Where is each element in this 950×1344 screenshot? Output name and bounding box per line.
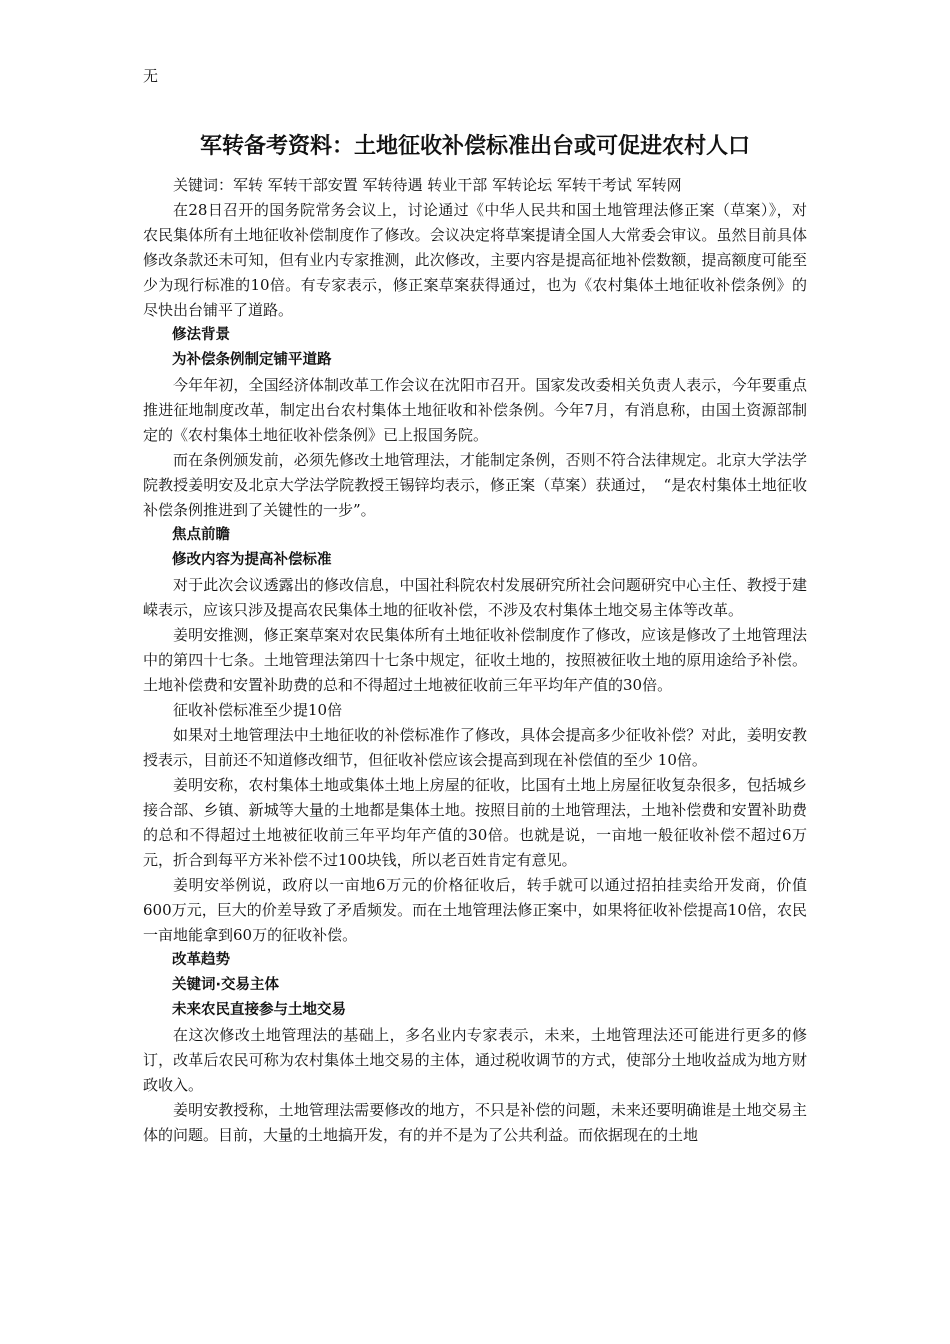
article-body (143, 173, 807, 1148)
page-header-mark: 无 (143, 67, 159, 85)
section-heading: 修法背景 (172, 327, 230, 343)
paragraph: 姜明安举例说，政府以一亩地6万元的价格征收后，转手就可以通过招拍挂卖给开发商，价值600万元，巨大的价差导致了矛盾频发。而在土地管理法修正案中，如果将征收补偿提高10倍，农民一亩地能拿到60万的征收补偿。 (143, 876, 807, 944)
paragraph: 姜明安教授称，土地管理法需要修改的地方，不只是补偿的问题，未来还要明确谁是土地交易主体的问题。目前，大量的土地搞开发，有的并不是为了公共利益。而依据现在的土地 (143, 1101, 807, 1144)
paragraph: 今年年初，全国经济体制改革工作会议在沈阳市召开。国家发改委相关负责人表示，今年要重点推进征地制度改革，制定出台农村集体土地征收和补偿条例。今年7月，有消息称，由国土资源部制定的《农村集体土地征收补偿条例》已上报国务院。 (143, 376, 807, 444)
paragraph: 姜明安推测，修正案草案对农民集体所有土地征收补偿制度作了修改，应该是修改了土地管理法中的第四十七条。土地管理法第四十七条中规定，征收土地的，按照被征收土地的原用途给予补偿。土地补偿费和安置补助费的总和不得超过土地被征收前三年平均年产值的30倍。 (143, 626, 807, 694)
section-heading: 焦点前瞻 (172, 527, 230, 543)
plain-subheading: 征收补偿标准至少提10倍 (173, 701, 343, 719)
keywords-line: 关键词：军转 军转干部安置 军转待遇 转业干部 军转论坛 军转干考试 军转网 (173, 176, 682, 194)
paragraph: 在28日召开的国务院常务会议上，讨论通过《中华人民共和国土地管理法修正案（草案）》，对农民集体所有土地征收补偿制度作了修改。会议决定将草案提请全国人大常委会审议。虽然目前具体修改条款还未可知，但有业内专家推测，此次修改，主要内容是提高征地补偿数额，提高额度可能至少为现行标准的10倍。有专家表示，修正案草案获得通过，也为《农村集体土地征收补偿条例》的尽快出台铺平了道路。 (143, 201, 807, 319)
paragraph: 而在条例颁发前，必须先修改土地管理法，才能制定条例，否则不符合法律规定。北京大学法学院教授姜明安及北京大学法学院教授王锡锌均表示，修正案（草案）获通过， “是农村集体土地征收补偿条例推进到了关键性的一步”。 (143, 451, 807, 519)
section-heading: 改革趋势 (172, 952, 230, 968)
section-subheading: 为补偿条例制定铺平道路 (172, 352, 332, 368)
section-subheading: 关键词·交易主体 (172, 977, 280, 993)
section-subheading: 修改内容为提高补偿标准 (172, 552, 332, 568)
document-title: 军转备考资料：土地征收补偿标准出台或可促进农村人口 (199, 134, 750, 159)
paragraph: 如果对土地管理法中土地征收的补偿标准作了修改，具体会提高多少征收补偿？对此，姜明安教授表示，目前还不知道修改细节，但征收补偿应该会提高到现在补偿值的至少 10倍。 (143, 726, 807, 769)
paragraph: 在这次修改土地管理法的基础上，多名业内专家表示，未来，土地管理法还可能进行更多的修订，改革后农民可称为农村集体土地交易的主体，通过税收调节的方式，使部分土地收益成为地方财政收入。 (143, 1026, 807, 1094)
paragraph: 姜明安称，农村集体土地或集体土地上房屋的征收，比国有土地上房屋征收复杂很多，包括城乡接合部、乡镇、新城等大量的土地都是集体土地。按照目前的土地管理法，土地补偿费和安置补助费的总和不得超过土地被征收前三年平均年产值的30倍。也就是说，一亩地一般征收补偿不超过6万元，折合到每平方米补偿不过100块钱，所以老百姓肯定有意见。 (143, 776, 807, 869)
paragraph: 对于此次会议透露出的修改信息，中国社科院农村发展研究所社会问题研究中心主任、教授于建嵘表示，应该只涉及提高农民集体土地的征收补偿，不涉及农村集体土地交易主体等改革。 (143, 576, 807, 619)
section-subheading: 未来农民直接参与土地交易 (172, 1002, 346, 1018)
